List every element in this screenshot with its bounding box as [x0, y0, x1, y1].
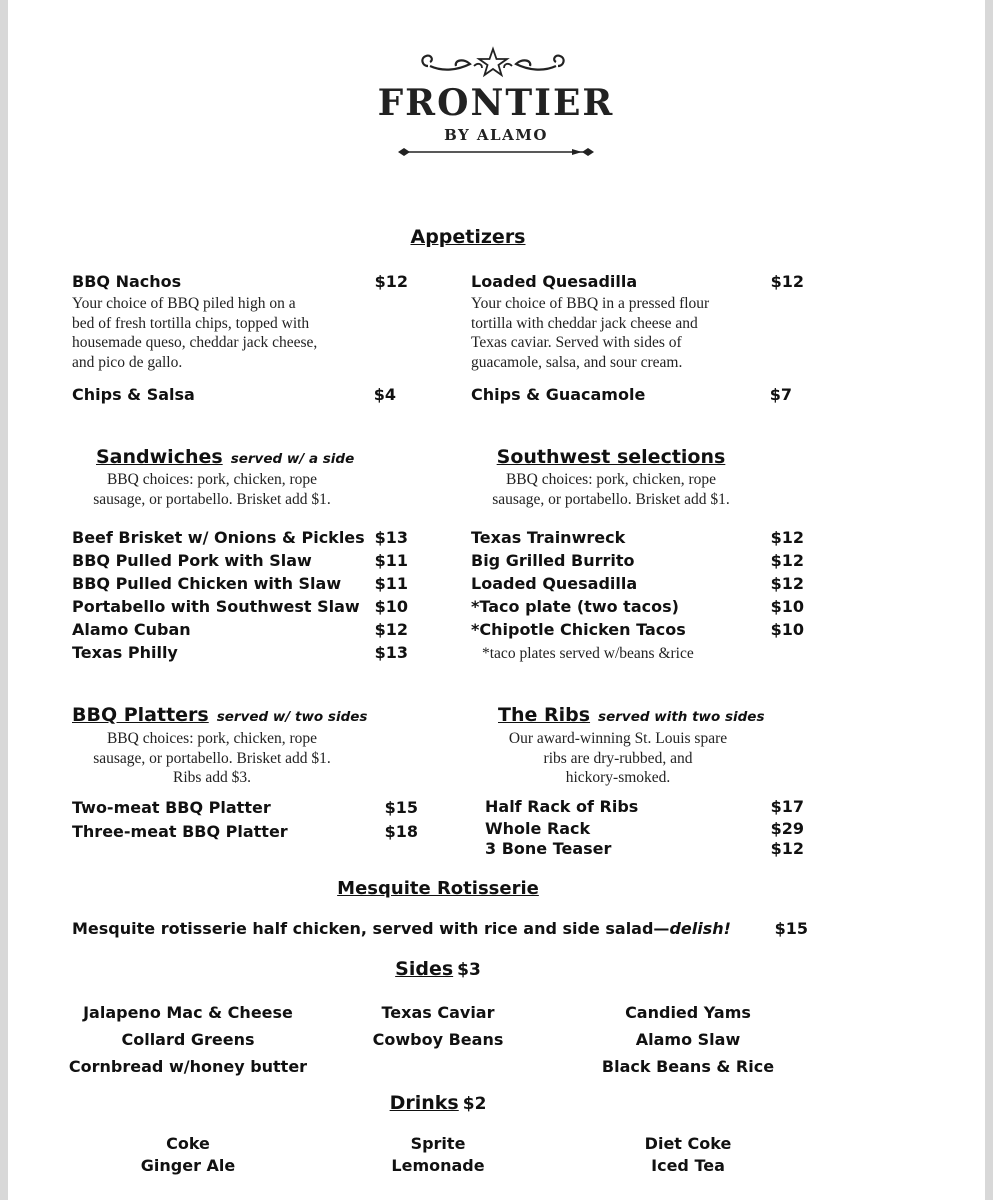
menu-item-name: Texas Philly: [72, 643, 178, 662]
sides-price: $3: [457, 960, 481, 980]
southwest-prices: [744, 526, 804, 641]
platters-note: served w/ two sides: [216, 709, 368, 725]
logo-subtitle: BY ALAMO: [444, 126, 548, 144]
drinks-column-3: [588, 1133, 788, 1177]
platters-prices: [358, 796, 418, 844]
menu-item-name: Half Rack of Ribs: [485, 797, 639, 816]
sandwiches-description: BBQ choices: pork, chicken, rope sausage, or portabello. Brisket add $1.: [93, 471, 331, 508]
drink-item: Lemonade: [391, 1156, 485, 1175]
menu-item-price: $10: [374, 597, 408, 616]
side-item: Candied Yams: [625, 1003, 751, 1022]
ribs-note: served with two sides: [598, 709, 765, 725]
menu-item-price: $29: [770, 819, 804, 838]
menu-item-name: Whole Rack: [485, 819, 591, 838]
side-item: Cowboy Beans: [372, 1030, 504, 1049]
drink-item: Iced Tea: [651, 1156, 725, 1175]
ribs-header: [498, 704, 765, 726]
star-flourish-icon: [418, 44, 568, 80]
menu-item-name: Alamo Cuban: [72, 620, 191, 639]
menu-item-price: $7: [769, 385, 792, 404]
menu-item-name: *Taco plate (two tacos): [471, 597, 679, 616]
menu-item-price: $13: [374, 528, 408, 547]
drink-item: Diet Coke: [644, 1134, 732, 1153]
menu-item-name: Big Grilled Burrito: [471, 551, 635, 570]
side-item: Collard Greens: [121, 1030, 255, 1049]
rotisserie-heading: Mesquite Rotisserie: [337, 878, 539, 899]
side-item: Black Beans & Rice: [601, 1057, 775, 1076]
menu-item-price: $12: [770, 574, 804, 593]
sides-column-3: [568, 999, 808, 1080]
sandwiches-note: served w/ a side: [230, 451, 355, 467]
drinks-heading: Drinks: [389, 1092, 459, 1114]
southwest-heading: Southwest selections: [496, 446, 726, 468]
logo-title: FRONTIER: [377, 82, 615, 124]
menu-item-name: BBQ Nachos: [72, 272, 182, 291]
rotisserie-emphasis: delish!: [669, 919, 731, 938]
menu-item-name: 3 Bone Teaser: [485, 839, 612, 858]
sides-column-2: [338, 999, 538, 1053]
taco-footnote: *taco plates served w/beans &rice: [482, 645, 694, 662]
menu-item-name: BBQ Pulled Pork with Slaw: [72, 551, 312, 570]
menu-item-price: $11: [374, 551, 408, 570]
ribs-prices: [744, 796, 804, 857]
menu-item-name: Texas Trainwreck: [471, 528, 626, 547]
platters-list: [72, 796, 288, 844]
menu-item-price: $12: [770, 528, 804, 547]
menu-item-price: $11: [374, 574, 408, 593]
appetizers-heading: Appetizers: [410, 226, 526, 248]
menu-item-price: $10: [770, 620, 804, 639]
sides-heading: Sides: [395, 958, 454, 980]
menu-item-price: $12: [770, 551, 804, 570]
menu-item-price: $18: [384, 822, 418, 841]
ribs-heading: The Ribs: [498, 704, 591, 726]
southwest-list: [471, 526, 686, 641]
menu-item-description: Your choice of BBQ in a pressed flour tortilla with cheddar jack cheese and Texas caviar. Served with sides of guacamole, salsa, and sour cream.: [471, 295, 710, 371]
rotisserie-description: Mesquite rotisserie half chicken, served with rice and side salad—delish!: [72, 919, 731, 938]
sandwiches-heading: Sandwiches: [96, 446, 223, 468]
platters-header: [72, 704, 367, 726]
menu-item-price: $13: [374, 643, 408, 662]
ribs-list: [485, 796, 638, 857]
drink-item: Coke: [166, 1134, 210, 1153]
sides-column-1: [48, 999, 328, 1080]
menu-item-name: Chips & Guacamole: [471, 385, 646, 404]
sandwiches-prices: [348, 526, 408, 664]
rotisserie-price: $15: [774, 919, 808, 938]
drink-item: Sprite: [410, 1134, 466, 1153]
drinks-column-1: [88, 1133, 288, 1177]
menu-item-name: Two-meat BBQ Platter: [72, 798, 271, 817]
menu-item-price: $4: [373, 385, 396, 404]
menu-item-price: $12: [374, 620, 408, 639]
menu-page: [8, 0, 985, 1200]
menu-item-name: Loaded Quesadilla: [471, 272, 638, 291]
platters-description: BBQ choices: pork, chicken, rope sausage, or portabello. Brisket add $1. Ribs add $3.: [93, 730, 331, 786]
side-item: Alamo Slaw: [635, 1030, 741, 1049]
sides-header: [338, 958, 538, 980]
menu-item-name: BBQ Pulled Chicken with Slaw: [72, 574, 342, 593]
menu-item-description: Your choice of BBQ piled high on a bed of fresh tortilla chips, topped with housemade queso, cheddar jack cheese, and pico de gallo.: [72, 295, 318, 371]
side-item: Jalapeno Mac & Cheese: [83, 1003, 293, 1022]
menu-item-name: Loaded Quesadilla: [471, 574, 638, 593]
menu-item-price: $12: [770, 839, 804, 858]
menu-item-price: $10: [770, 597, 804, 616]
menu-item-name: Three-meat BBQ Platter: [72, 822, 288, 841]
menu-item-name: Beef Brisket w/ Onions & Pickles: [72, 528, 365, 547]
drinks-header: [338, 1092, 538, 1114]
menu-item-price: $17: [770, 797, 804, 816]
menu-item-name: Chips & Salsa: [72, 385, 195, 404]
sandwiches-header: [96, 446, 354, 468]
sandwiches-list: [72, 526, 365, 664]
southwest-description: BBQ choices: pork, chicken, rope sausage, or portabello. Brisket add $1.: [492, 471, 730, 508]
side-item: Cornbread w/honey butter: [68, 1057, 308, 1076]
drink-item: Ginger Ale: [140, 1156, 236, 1175]
menu-item-name: *Chipotle Chicken Tacos: [471, 620, 686, 639]
menu-item-price: $12: [374, 272, 408, 291]
menu-item-price: $12: [770, 272, 804, 291]
menu-item-name: Portabello with Southwest Slaw: [72, 597, 360, 616]
platters-heading: BBQ Platters: [72, 704, 209, 726]
menu-item-price: $15: [384, 798, 418, 817]
ribs-description: Our award-winning St. Louis spare ribs are dry-rubbed, and hickory-smoked.: [508, 730, 728, 786]
drinks-column-2: [338, 1133, 538, 1177]
drinks-price: $2: [462, 1094, 487, 1114]
side-item: Texas Caviar: [381, 1003, 495, 1022]
arrow-divider-icon: [396, 144, 596, 160]
